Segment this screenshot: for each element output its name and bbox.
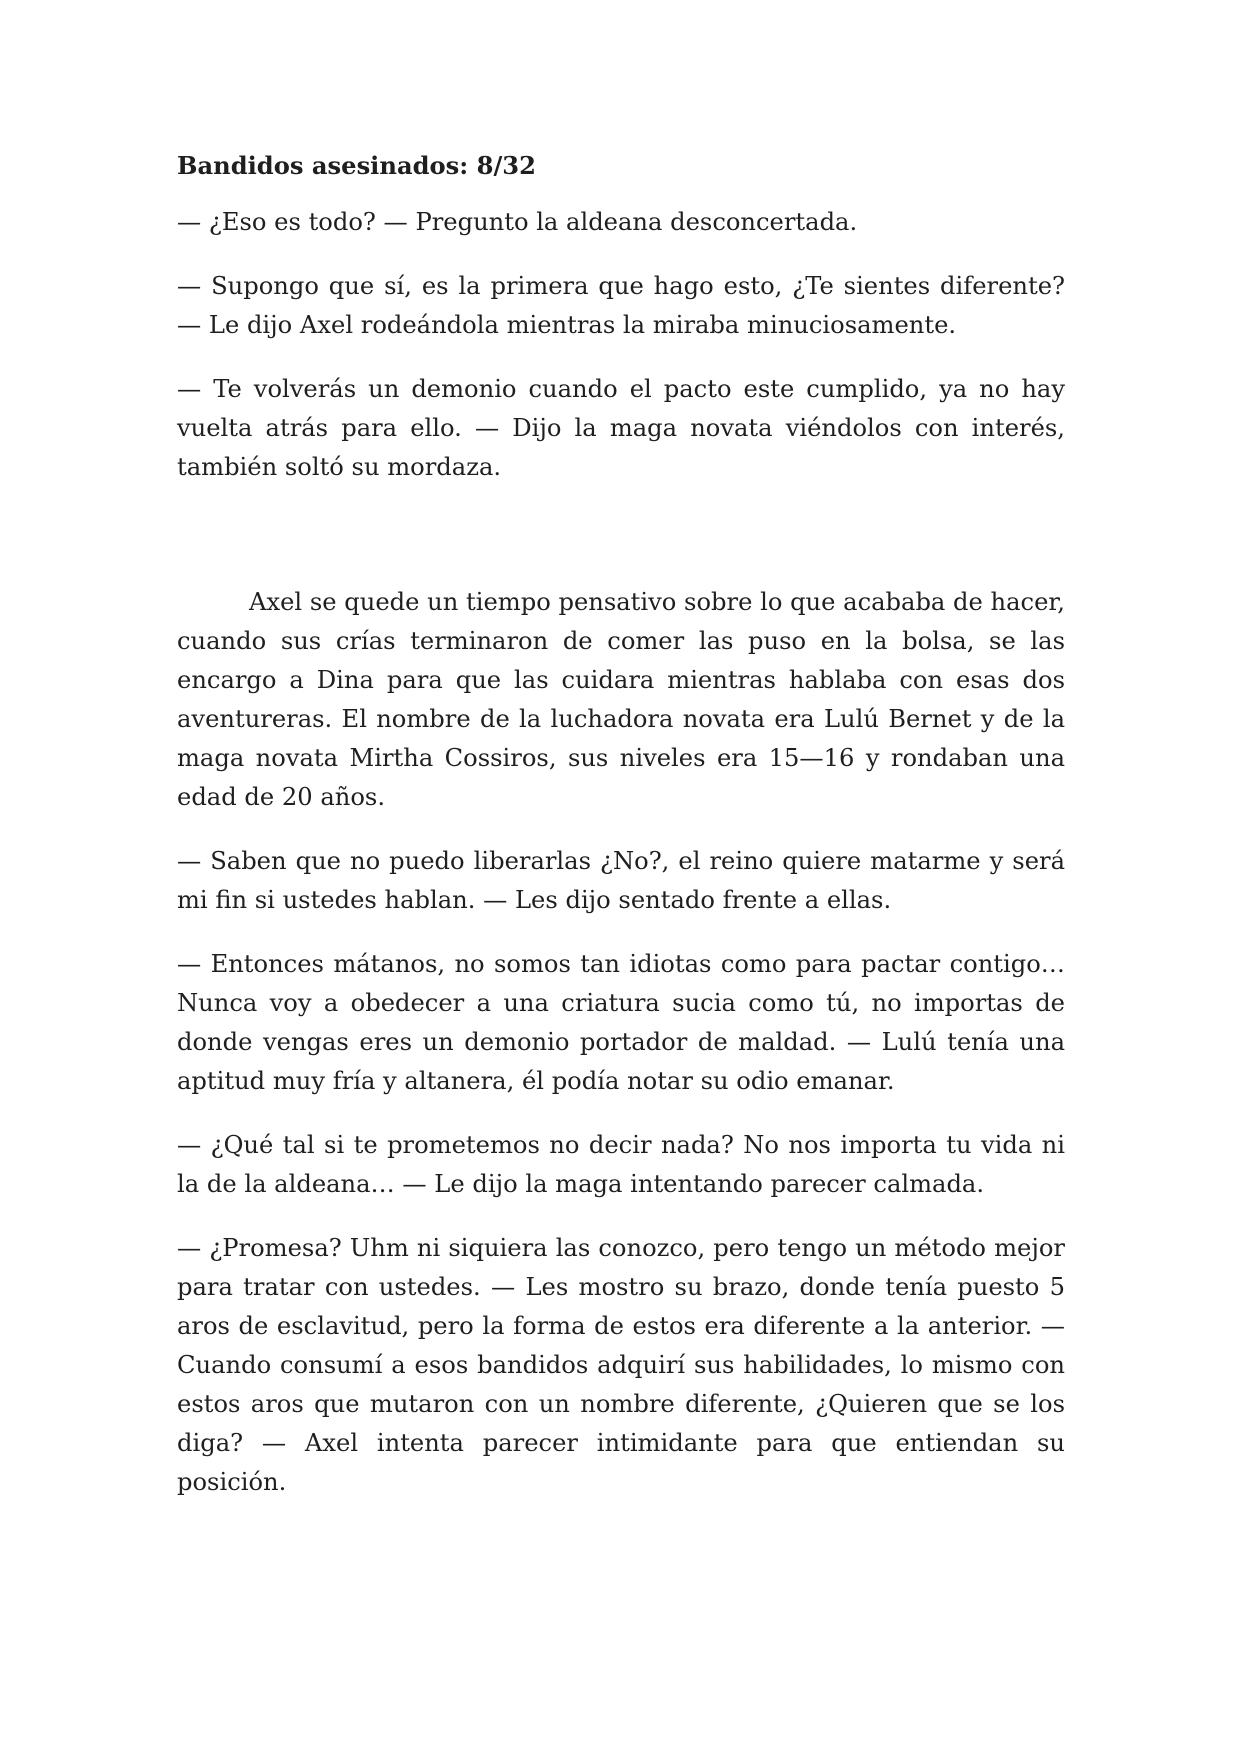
paragraph: — Entonces mátanos, no somos tan idiotas como para pactar contigo… Nunca voy a obedecer a una criatura sucia como tú, no importas de donde vengas eres un demonio portador de maldad. — Lulú tenía una aptitud muy fría y altanera, él podía notar su odio emanar. bbox=[177, 950, 1065, 1095]
paragraph: Axel se quede un tiempo pensativo sobre lo que acababa de hacer, cuando sus crías terminaron de comer las puso en la bolsa, se las encargo a Dina para que las cuidara mientras hablaba con esas dos aventureras. El nombre de la luchadora novata era Lulú Bernet y de la maga novata Mirtha Cossiros, sus niveles era 15—16 y rondaban una edad de 20 años. bbox=[177, 588, 1065, 811]
section-break bbox=[177, 512, 1065, 583]
paragraph: — Supongo que sí, es la primera que hago esto, ¿Te sientes diferente? — Le dijo Axel rodeándola mientras la miraba minuciosamente. bbox=[177, 272, 1065, 339]
paragraph: — ¿Qué tal si te prometemos no decir nada? No nos importa tu vida ni la de la aldeana… — Le dijo la maga intentando parecer calmada. bbox=[177, 1131, 1065, 1198]
paragraph: — Saben que no puedo liberarlas ¿No?, el reino quiere matarme y será mi fin si ustedes hablan. — Les dijo sentado frente a ellas. bbox=[177, 847, 1065, 914]
chapter-counter-heading: Bandidos asesinados: 8/32 bbox=[177, 151, 536, 180]
paragraph: — ¿Eso es todo? — Pregunto la aldeana desconcertada. bbox=[177, 208, 858, 236]
paragraph: — ¿Promesa? Uhm ni siquiera las conozco, pero tengo un método mejor para tratar con ustedes. — Les mostro su brazo, donde tenía puesto 5 aros de esclavitud, pero la forma de estos era diferente a la anterior. — Cuando consumí a esos bandidos adquirí sus habilidades, lo mismo con estos aros que mutaron con un nombre diferente, ¿Quieren que se los diga? — Axel intenta parecer intimidante para que entiendan su posición. bbox=[177, 1234, 1065, 1496]
paragraph: — Te volverás un demonio cuando el pacto este cumplido, ya no hay vuelta atrás para ello. — Dijo la maga novata viéndolos con interés, también soltó su mordaza. bbox=[177, 375, 1065, 481]
